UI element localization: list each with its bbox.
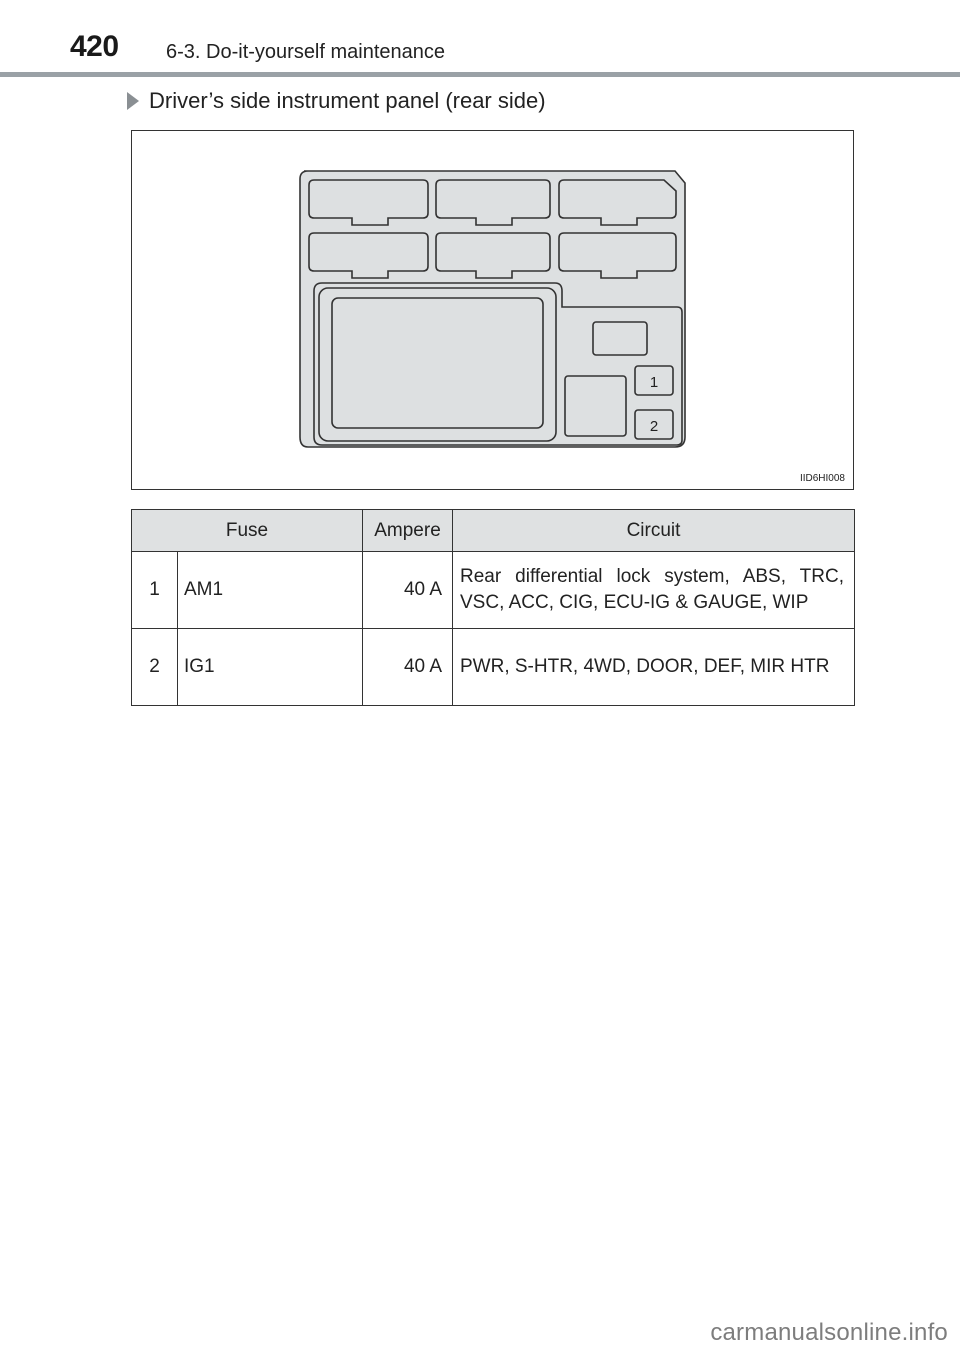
fuse-name: IG1: [178, 629, 363, 706]
fuse-label-2: 2: [649, 418, 659, 435]
page-number: 420: [70, 30, 119, 63]
relay-top-2: [436, 180, 550, 225]
header-circuit: Circuit: [453, 510, 855, 552]
section-title: 6-3. Do-it-yourself maintenance: [166, 41, 446, 63]
fuse-number: 1: [132, 552, 178, 629]
relay-mid-3: [559, 233, 676, 278]
relay-top-3: [559, 180, 676, 225]
fuse-circuit: Rear differential lock system, ABS, TRC, VSC, ACC, CIG, ECU-IG & GAUGE, WIP: [453, 552, 855, 629]
watermark: carmanualsonline.info: [710, 1319, 948, 1346]
page-header: [0, 0, 960, 78]
figure-code: IID6HI008: [799, 473, 845, 484]
header-fuse: Fuse: [132, 510, 363, 552]
table-header-row: [132, 510, 855, 552]
subheading-text: Driver’s side instrument panel (rear side): [149, 88, 546, 113]
fuse-circuit: PWR, S-HTR, 4WD, DOOR, DEF, MIR HTR: [453, 629, 855, 706]
fuse-ampere: 40 A: [363, 629, 453, 706]
fuse-number: 2: [132, 629, 178, 706]
small-block-upper: [593, 322, 647, 355]
fuse-box-figure: [131, 130, 854, 490]
relay-mid-2: [436, 233, 550, 278]
header-divider: [0, 72, 960, 77]
triangle-bullet-icon: [127, 92, 139, 110]
fuse-label-1: 1: [649, 374, 659, 391]
fuse-name: AM1: [178, 552, 363, 629]
table-row: [132, 629, 855, 706]
large-block-inner: [332, 298, 543, 428]
subheading: [127, 88, 546, 114]
table-row: [132, 552, 855, 629]
fuse-box-diagram: [132, 131, 855, 491]
header-ampere: Ampere: [363, 510, 453, 552]
fuse-table: [131, 509, 855, 706]
fuse-ampere: 40 A: [363, 552, 453, 629]
small-block-lower: [565, 376, 626, 436]
relay-top-1: [309, 180, 428, 225]
relay-mid-1: [309, 233, 428, 278]
